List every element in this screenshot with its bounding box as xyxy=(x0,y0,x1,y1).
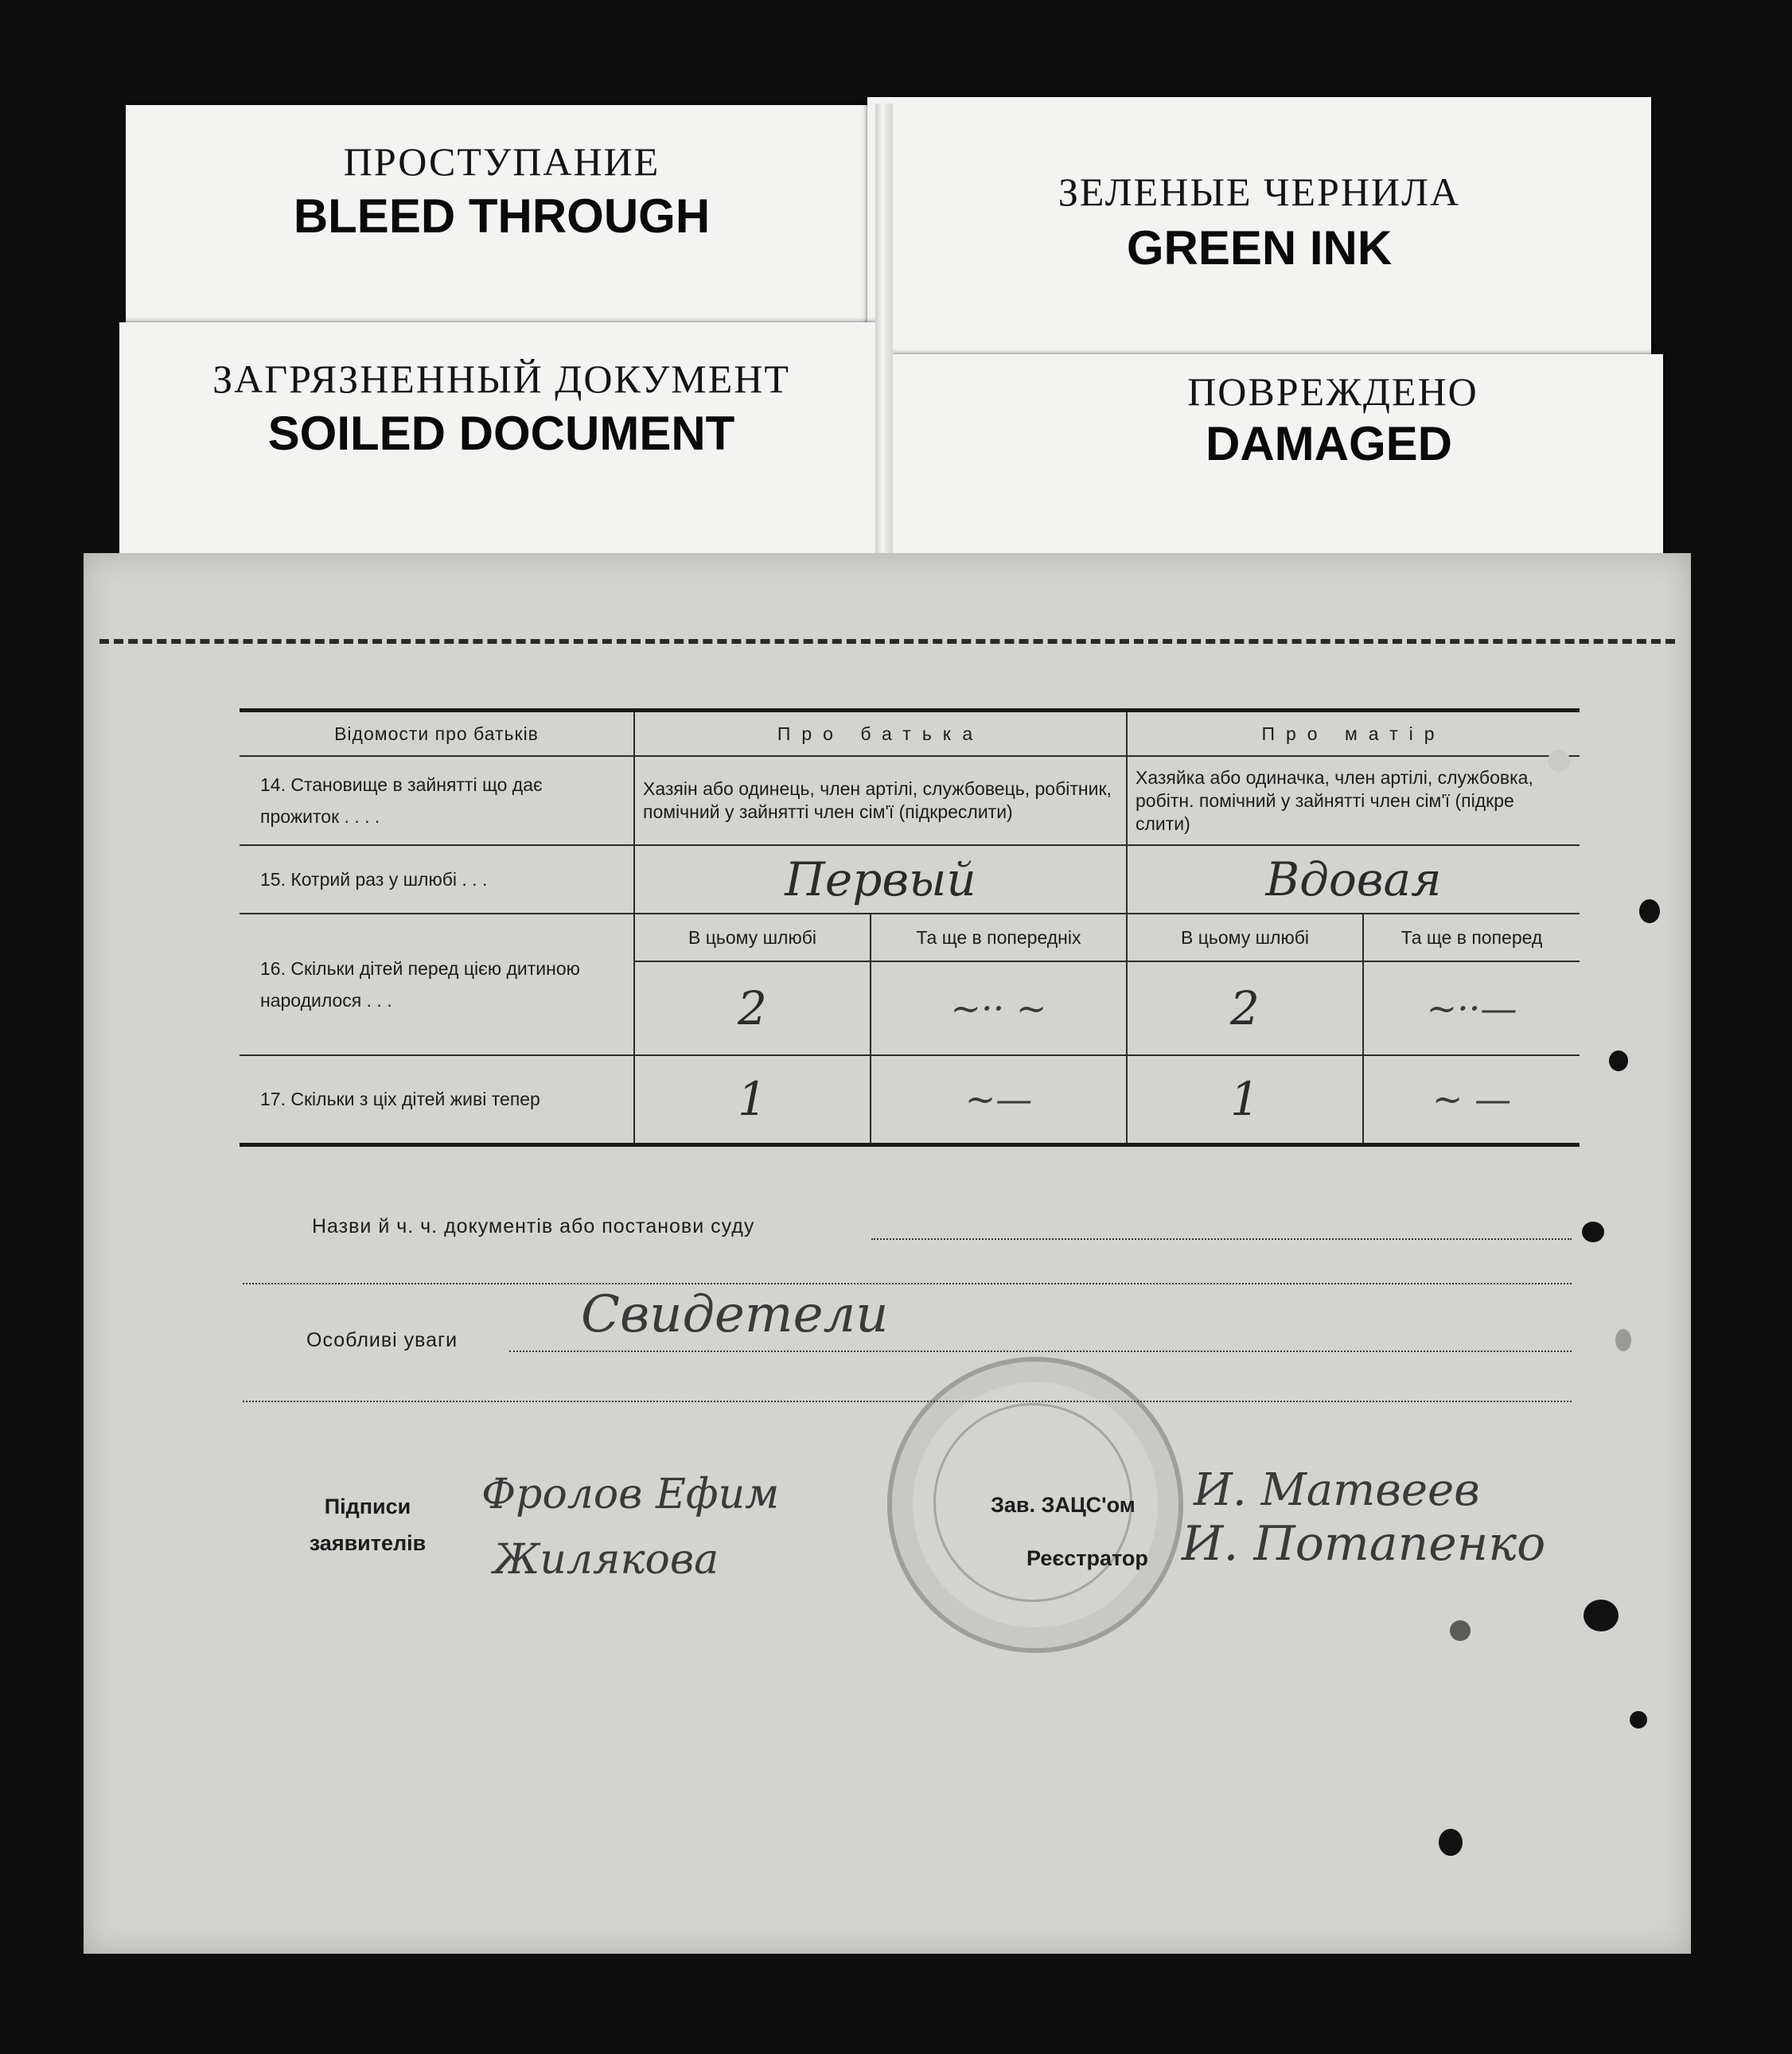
remarks-label: Особливі уваги xyxy=(306,1329,458,1351)
sub-mother-this: В цьому шлюбі xyxy=(1127,914,1363,961)
row16-mother-prev: ~··— xyxy=(1363,961,1580,1055)
green-ink-ru: ЗЕЛЕНЫЕ ЧЕРНИЛА xyxy=(1058,170,1461,214)
damaged-ru: ПОВРЕЖДЕНО xyxy=(1187,369,1478,414)
row16-mother-this: 2 xyxy=(1127,961,1363,1055)
damage-hole xyxy=(1630,1711,1647,1729)
head-zags-signature: И. Матвеев xyxy=(1194,1464,1480,1516)
row17-mother-prev: ~ — xyxy=(1363,1055,1580,1144)
damage-hole xyxy=(1548,750,1570,772)
registrar-label: Реєстратор xyxy=(1027,1546,1148,1570)
remarks-dotline xyxy=(509,1350,1572,1352)
green-ink-slip xyxy=(867,97,1651,360)
green-ink-en: GREEN INK xyxy=(1126,221,1393,275)
registrar-signature: И. Потапенко xyxy=(1182,1516,1546,1572)
row17-mother-this: 1 xyxy=(1127,1055,1363,1144)
soiled-document-ru: ЗАГРЯЗНЕННЫЙ ДОКУМЕНТ xyxy=(212,357,790,401)
damage-hole xyxy=(1615,1329,1631,1351)
bleed-through-en: BLEED THROUGH xyxy=(293,189,711,243)
row14-father: Хазяін або одинець, член артілі, службовець, робітник, помічний у зайнятті член сім'ї (підкреслити) xyxy=(634,756,1127,845)
damage-hole xyxy=(1609,1050,1628,1071)
perforation-line xyxy=(99,639,1675,644)
remarks-value: Свидетели xyxy=(581,1285,889,1344)
soiled-document-en: SOILED DOCUMENT xyxy=(267,407,735,460)
documents-dotline xyxy=(871,1238,1572,1240)
applicants-signatures-label: Підписи заявителів xyxy=(309,1495,427,1555)
row17-father-prev: ~— xyxy=(871,1055,1127,1144)
soiled-document-slip xyxy=(119,322,883,561)
damage-hole xyxy=(1584,1600,1619,1631)
row16-father-prev: ~·· ~ xyxy=(871,961,1127,1055)
header-father: Про батька xyxy=(634,711,1127,757)
head-zags-label: Зав. ЗАЦС'ом xyxy=(991,1493,1136,1517)
sub-father-prev: Та ще в попередніх xyxy=(871,914,1127,961)
bleed-through-slip xyxy=(126,105,878,324)
bleed-through-ru: ПРОСТУПАНИЕ xyxy=(343,139,660,184)
row16-father-this: 2 xyxy=(634,961,871,1055)
sub-father-this: В цьому шлюбі xyxy=(634,914,871,961)
row15-label: 15. Котрий раз у шлюбі . . . xyxy=(240,845,634,914)
parents-info-table xyxy=(240,708,1580,1147)
row15-father: Первый xyxy=(634,845,1127,914)
damage-hole xyxy=(1439,1829,1463,1856)
applicant2-signature: Жилякова xyxy=(493,1536,719,1584)
row17-father-this: 1 xyxy=(634,1055,871,1144)
damage-hole xyxy=(1450,1620,1471,1641)
damaged-en: DAMAGED xyxy=(1206,417,1452,470)
header-parents-info: Відомости про батьків xyxy=(240,711,634,757)
row14-label: 14. Становище в зайнятті що дає прожиток . . . . xyxy=(240,756,634,845)
damaged-slip xyxy=(891,354,1663,565)
header-mother: Про матір xyxy=(1127,711,1580,757)
slip-fold xyxy=(875,103,893,557)
sub-mother-prev: Та ще в поперед xyxy=(1363,914,1580,961)
row14-mother: Хазяйка або одиначка, член артілі, службовка, робітн. помічний у зайнятті член сім'ї (підкре слити) xyxy=(1127,756,1580,845)
row15-mother: Вдовая xyxy=(1127,845,1580,914)
row16-label: 16. Скільки дітей перед цією дитиною народилося . . . xyxy=(240,914,634,1055)
applicant1-signature: Фролов Ефим xyxy=(481,1471,780,1518)
damage-hole xyxy=(1639,899,1660,923)
damage-hole xyxy=(1582,1222,1604,1242)
documents-dotline-2 xyxy=(243,1283,1572,1284)
row17-label: 17. Скільки з ціх дітей живі тепер xyxy=(240,1055,634,1144)
documents-label: Назви й ч. ч. документів або постанови суду xyxy=(312,1215,755,1237)
remarks-dotline-2 xyxy=(243,1401,1572,1402)
